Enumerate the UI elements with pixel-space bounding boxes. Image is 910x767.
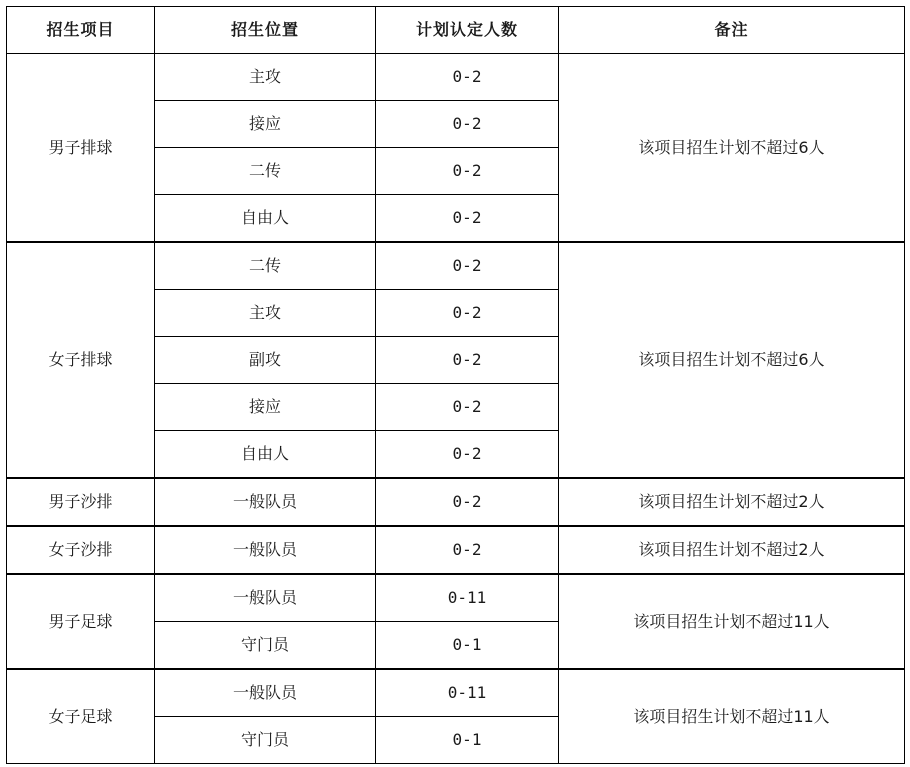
count-cell: 0-2 [376, 54, 559, 101]
count-cell: 0-2 [376, 478, 559, 526]
position-cell: 一般队员 [155, 574, 376, 622]
position-cell: 守门员 [155, 717, 376, 764]
project-cell: 女子足球 [7, 669, 155, 764]
position-cell: 主攻 [155, 54, 376, 101]
count-cell: 0-2 [376, 337, 559, 384]
recruitment-plan-table [6, 6, 905, 764]
note-cell: 该项目招生计划不超过11人 [559, 669, 905, 764]
count-cell: 0-2 [376, 242, 559, 290]
position-cell: 接应 [155, 384, 376, 431]
count-cell: 0-1 [376, 622, 559, 670]
table-body [7, 54, 905, 764]
position-cell: 自由人 [155, 431, 376, 479]
count-cell: 0-2 [376, 148, 559, 195]
count-cell: 0-2 [376, 526, 559, 574]
count-cell: 0-2 [376, 290, 559, 337]
note-cell: 该项目招生计划不超过6人 [559, 242, 905, 478]
header-note: 备注 [559, 7, 905, 54]
position-cell: 一般队员 [155, 526, 376, 574]
table-row [7, 478, 905, 526]
header-project: 招生项目 [7, 7, 155, 54]
table-row [7, 669, 905, 717]
project-cell: 男子沙排 [7, 478, 155, 526]
count-cell: 0-1 [376, 717, 559, 764]
table-row [7, 574, 905, 622]
position-cell: 一般队员 [155, 478, 376, 526]
note-cell: 该项目招生计划不超过2人 [559, 526, 905, 574]
table-row [7, 54, 905, 101]
project-cell: 女子沙排 [7, 526, 155, 574]
count-cell: 0-11 [376, 669, 559, 717]
table-row [7, 526, 905, 574]
position-cell: 主攻 [155, 290, 376, 337]
count-cell: 0-2 [376, 384, 559, 431]
position-cell: 接应 [155, 101, 376, 148]
position-cell: 自由人 [155, 195, 376, 243]
note-cell: 该项目招生计划不超过6人 [559, 54, 905, 243]
table-row [7, 242, 905, 290]
position-cell: 二传 [155, 148, 376, 195]
position-cell: 守门员 [155, 622, 376, 670]
count-cell: 0-11 [376, 574, 559, 622]
position-cell: 二传 [155, 242, 376, 290]
note-cell: 该项目招生计划不超过2人 [559, 478, 905, 526]
position-cell: 一般队员 [155, 669, 376, 717]
header-position: 招生位置 [155, 7, 376, 54]
count-cell: 0-2 [376, 101, 559, 148]
position-cell: 副攻 [155, 337, 376, 384]
header-count: 计划认定人数 [376, 7, 559, 54]
count-cell: 0-2 [376, 195, 559, 243]
header-row [7, 7, 905, 54]
project-cell: 男子排球 [7, 54, 155, 243]
project-cell: 女子排球 [7, 242, 155, 478]
note-cell: 该项目招生计划不超过11人 [559, 574, 905, 669]
table-header [7, 7, 905, 54]
count-cell: 0-2 [376, 431, 559, 479]
project-cell: 男子足球 [7, 574, 155, 669]
